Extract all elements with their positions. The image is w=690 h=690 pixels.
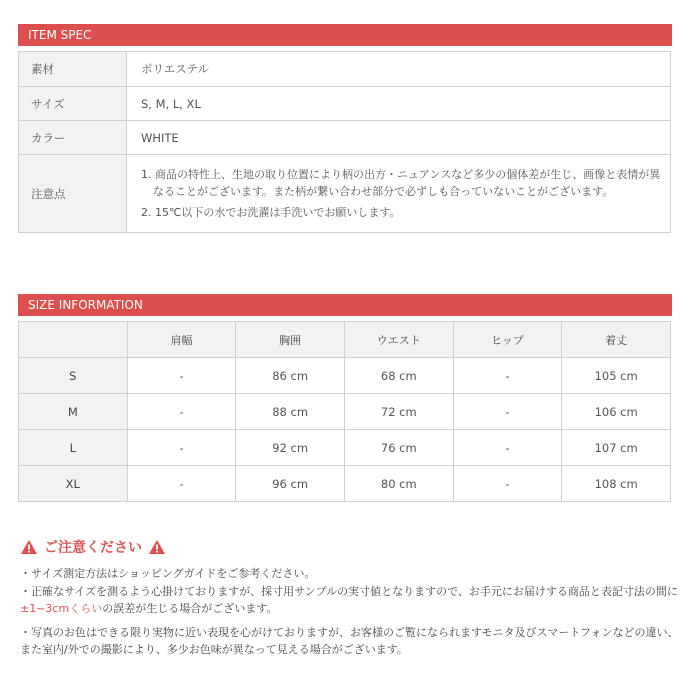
caution-notes [20,565,680,659]
caution-highlight: ±1~3cmくらい [20,602,103,615]
table-row [19,466,671,502]
spec-row-material [19,52,671,87]
caution-line: また室内/外での撮影により、多少お色味が異なって見える場合がございます。 [20,643,408,656]
column-header: 着丈 [562,322,671,358]
table-cell: 107 cm [562,430,671,466]
table-cell: 105 cm [562,358,671,394]
table-cell: - [127,466,236,502]
table-cell: 96 cm [236,466,345,502]
column-header: 肩幅 [127,322,236,358]
table-row [19,430,671,466]
size-label: L [19,430,128,466]
caution-line [20,600,680,618]
size-label: XL [19,466,128,502]
column-header: 胸囲 [236,322,345,358]
table-cell: - [127,430,236,466]
table-cell: 108 cm [562,466,671,502]
table-cell: 92 cm [236,430,345,466]
spec-row-size [19,87,671,121]
warning-icon [20,539,38,555]
table-cell: 76 cm [344,430,453,466]
caution-heading [20,536,166,558]
column-header-corner [19,322,128,358]
table-cell: 106 cm [562,394,671,430]
table-cell: - [453,430,562,466]
column-header: ウエスト [344,322,453,358]
caution-line: ・サイズ測定方法はショッピングガイドをご参考ください。 [20,567,316,580]
item-spec-header: ITEM SPEC [18,24,672,46]
spec-row-notes [19,155,671,233]
note-item: 2. 15℃以下の水でお洗濯は手洗いでお願いします。 [141,206,401,219]
column-header: ヒップ [453,322,562,358]
size-label: M [19,394,128,430]
spec-label: 注意点 [19,155,127,233]
size-info-header: SIZE INFORMATION [18,294,672,316]
table-cell: 86 cm [236,358,345,394]
table-row [19,394,671,430]
spec-notes [127,155,671,233]
spec-label: カラー [19,121,127,155]
size-table-header-row [19,322,671,358]
table-cell: - [127,358,236,394]
size-label: S [19,358,128,394]
table-cell: - [453,358,562,394]
note-item: 1. 商品の特性上、生地の取り位置により柄の出方・ニュアンスなど多少の個体差が生じ、画像と表情が異なることがございます。また柄が繋い合わせ部分で必ずしも合っていないことがございます。 [141,168,661,198]
spec-value: S, M, L, XL [127,87,671,121]
caution-line: ・正確なサイズを測るよう心掛けておりますが、採寸用サンプルの実寸値となりますので、お手元にお届けする商品と表記寸法の間に [20,584,678,598]
spec-label: 素材 [19,52,127,87]
table-cell: - [127,394,236,430]
item-spec-table [18,51,671,233]
warning-icon [148,539,166,555]
table-row [19,358,671,394]
table-cell: - [453,466,562,502]
table-cell: 72 cm [344,394,453,430]
table-cell: - [453,394,562,430]
caution-line: ・写真のお色はできる限り実物に近い表現を心がけておりますが、お客様のご覧になられますモニタ及びスマートフォンなどの違い、 [20,625,679,639]
caution-text: の誤差が生じる場合がございます。 [102,602,278,615]
spec-label: サイズ [19,87,127,121]
table-cell: 88 cm [236,394,345,430]
spec-row-color [19,121,671,155]
spec-value: ポリエステル [127,52,671,87]
spec-value: WHITE [127,121,671,155]
table-cell: 80 cm [344,466,453,502]
caution-title: ご注意ください [44,540,142,556]
table-cell: 68 cm [344,358,453,394]
size-table [18,321,671,502]
